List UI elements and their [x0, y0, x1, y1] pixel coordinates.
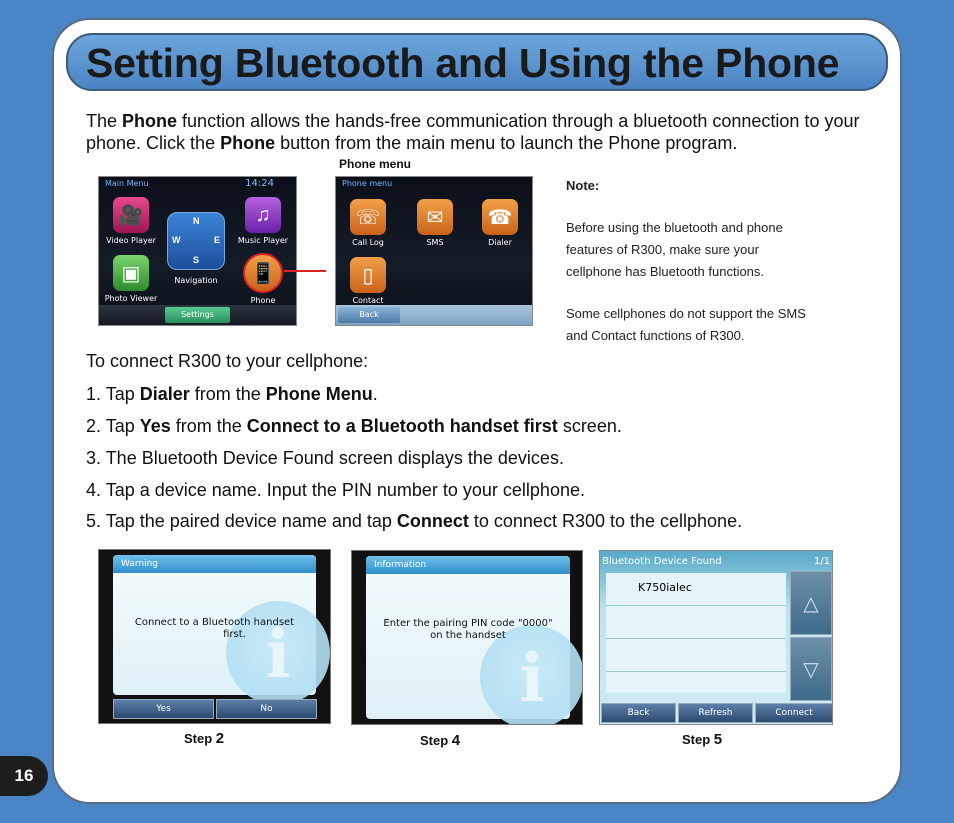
app-label: SMS	[426, 238, 444, 247]
app-label: Music Player	[237, 236, 289, 245]
app-label: Photo Viewer	[104, 294, 158, 303]
step-2-d: Connect to a Bluetooth handset first	[246, 416, 558, 436]
back-button: Back	[601, 703, 676, 723]
step-1-a: 1. Tap	[86, 384, 140, 404]
app-sms	[405, 199, 465, 247]
step-1-c: from the	[189, 384, 266, 404]
step-5	[86, 511, 742, 532]
device-row	[606, 573, 786, 606]
information-message	[366, 618, 570, 642]
step-number: 5	[713, 731, 723, 748]
main-menu-bottom-bar	[99, 305, 296, 325]
intro-bold-2: Phone	[220, 133, 276, 153]
information-dialog	[366, 556, 570, 719]
clock: 14:24	[245, 178, 274, 189]
information-line-2: on the handset	[430, 630, 506, 641]
device-found-screenshot	[599, 550, 833, 725]
information-title: Information	[366, 556, 570, 574]
app-label: Call Log	[352, 238, 384, 247]
main-menu-title: Main Menu	[105, 179, 149, 188]
compass-icon	[167, 212, 225, 270]
back-button: Back	[338, 307, 400, 323]
step-2-e: screen.	[557, 416, 622, 436]
device-row-empty	[606, 606, 786, 639]
step-2-c: from the	[170, 416, 247, 436]
envelope-icon: ✉	[417, 199, 453, 235]
step-2-b: Yes	[139, 416, 171, 436]
information-screenshot	[351, 550, 583, 725]
intro-text-3: button from the main menu to launch the Phone program.	[275, 133, 738, 153]
page-number: 16	[0, 756, 48, 796]
app-photo-viewer	[101, 255, 161, 303]
no-button: No	[216, 699, 317, 719]
title-bar	[66, 33, 888, 91]
step-5-c: to connect R300 to the cellphone.	[468, 511, 743, 531]
main-menu-screenshot	[98, 176, 297, 326]
step-3: 3. The Bluetooth Device Found screen displays the devices.	[86, 448, 564, 468]
warning-line-2: first.	[223, 629, 246, 640]
phone-menu-screenshot	[335, 176, 533, 326]
phone-menu-bottom-bar	[336, 305, 532, 325]
dialer-icon: ☎	[482, 199, 518, 235]
app-label: Phone	[250, 296, 276, 305]
call-log-icon: ☏	[350, 199, 386, 235]
step-4: 4. Tap a device name. Input the PIN number to your cellphone.	[86, 480, 585, 500]
device-row-empty	[606, 639, 786, 672]
note-paragraph-2: Some cellphones do not support the SMS and Contact functions of R300.	[566, 306, 806, 343]
note-box	[566, 175, 826, 347]
intro-text-1: The	[86, 111, 123, 131]
step-2	[86, 416, 622, 437]
note-paragraph-1: Before using the bluetooth and phone features of R300, make sure your cellphone has Bluetooth functions.	[566, 220, 783, 279]
app-music-player	[233, 197, 293, 245]
compass-w: W	[172, 235, 181, 245]
app-call-log	[338, 199, 398, 247]
note-title: Note:	[566, 178, 600, 193]
phone-menu-title: Phone menu	[342, 179, 393, 188]
step-label-2	[184, 730, 224, 747]
app-label: Contact	[352, 296, 384, 305]
contact-icon: ▯	[350, 257, 386, 293]
page-indicator: 1/1	[813, 556, 830, 567]
warning-line-1: Connect to a Bluetooth handset	[134, 617, 295, 628]
step-1-b: Dialer	[139, 384, 190, 404]
step-word: Step	[420, 733, 452, 748]
step-1-e: .	[372, 384, 378, 404]
phone-icon: 📱	[243, 253, 283, 293]
warning-dialog	[113, 555, 316, 695]
step-label-4	[420, 732, 460, 749]
intro-bold-1: Phone	[122, 111, 178, 131]
compass-n: N	[193, 216, 200, 226]
warning-message	[113, 617, 316, 641]
intro-paragraph	[86, 110, 866, 154]
app-label: Navigation	[174, 276, 218, 285]
step-5-a: 5. Tap the paired device name and tap	[86, 511, 397, 531]
device-list	[606, 573, 786, 693]
step-word: Step	[184, 731, 216, 746]
app-dialer	[470, 199, 530, 247]
steps-intro: To connect R300 to your cellphone:	[86, 351, 369, 371]
step-label-5	[682, 731, 722, 748]
step-1-d: Phone Menu	[265, 384, 373, 404]
intro-text-2: function allows the hands-free communication through a bluetooth connection to your phone. Click the	[86, 111, 860, 153]
app-video-player	[101, 197, 161, 245]
step-number: 4	[451, 732, 461, 749]
scroll-up-button: △	[790, 571, 832, 635]
info-glyph: i	[265, 615, 291, 693]
compass-e: E	[214, 235, 221, 245]
app-label: Dialer	[488, 238, 512, 247]
device-name: K750ialec	[638, 581, 692, 594]
scroll-down-button: ▽	[790, 637, 832, 701]
music-note-icon: ♫	[245, 197, 281, 233]
step-2-a: 2. Tap	[86, 416, 140, 436]
step-number: 2	[215, 730, 225, 747]
device-found-title: Bluetooth Device Found	[602, 556, 722, 567]
connect-button: Connect	[755, 703, 833, 723]
photo-icon: ▣	[113, 255, 149, 291]
information-line-1: Enter the pairing PIN code "0000"	[383, 618, 553, 629]
callout-line	[284, 270, 326, 272]
step-word: Step	[682, 732, 714, 747]
video-camera-icon: 🎥	[113, 197, 149, 233]
settings-button: Settings	[165, 307, 230, 323]
page-title: Setting Bluetooth and Using the Phone	[86, 40, 840, 86]
warning-title: Warning	[113, 555, 316, 573]
app-label: Video Player	[106, 236, 156, 245]
phone-menu-caption: Phone menu	[339, 157, 412, 171]
step-5-b: Connect	[396, 511, 469, 531]
yes-button: Yes	[113, 699, 214, 719]
refresh-button: Refresh	[678, 703, 753, 723]
info-glyph: i	[519, 639, 545, 717]
compass-s: S	[193, 255, 200, 265]
step-1	[86, 384, 378, 405]
warning-screenshot	[98, 549, 331, 724]
app-phone	[233, 253, 293, 305]
app-contact	[338, 257, 398, 305]
app-navigation	[166, 273, 226, 285]
